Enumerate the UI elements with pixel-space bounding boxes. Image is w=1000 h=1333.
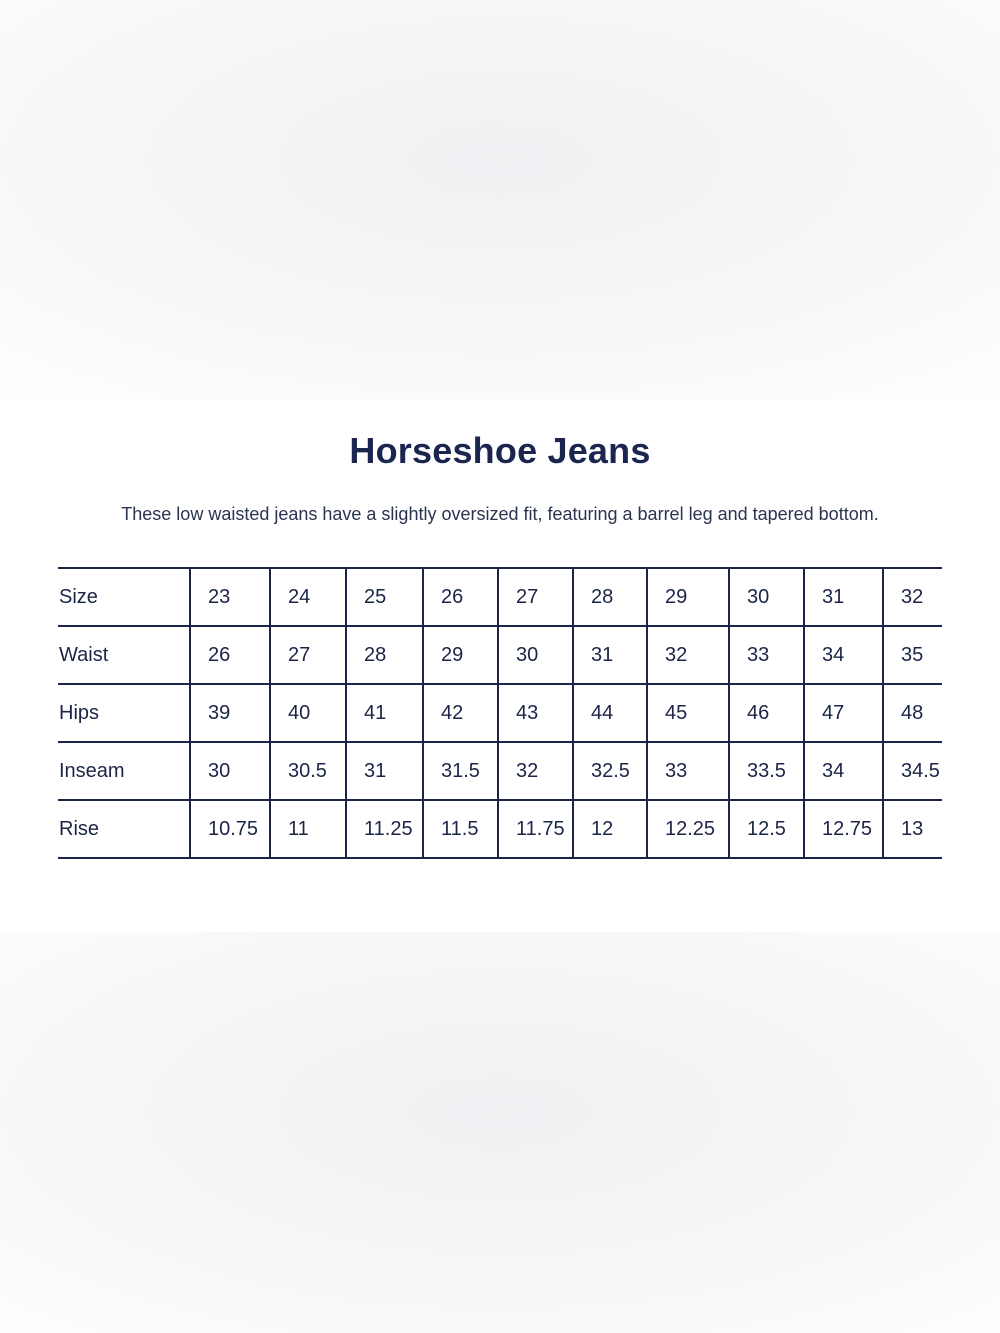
table-cell: 44 [573,684,647,742]
table-cell: 12.25 [647,800,729,858]
table-cell: 26 [190,626,270,684]
table-cell: 48 [883,684,942,742]
table-cell: 31 [346,742,423,800]
table-cell: 31 [804,568,883,626]
table-cell: 11 [270,800,346,858]
table-row-hips [58,684,942,742]
size-chart-table [58,567,942,859]
table-cell: 28 [573,568,647,626]
table-row-inseam [58,742,942,800]
table-cell: 47 [804,684,883,742]
table-cell: 34.5 [883,742,942,800]
table-cell: 32 [883,568,942,626]
table-cell: 33 [647,742,729,800]
table-cell: 29 [423,626,498,684]
table-cell: 12 [573,800,647,858]
table-row-size [58,568,942,626]
row-label: Waist [58,626,190,684]
table-cell: 11.25 [346,800,423,858]
row-label: Rise [58,800,190,858]
table-cell: 32 [498,742,573,800]
row-label: Hips [58,684,190,742]
table-cell: 30 [729,568,804,626]
table-cell: 30.5 [270,742,346,800]
table-cell: 32.5 [573,742,647,800]
row-label: Inseam [58,742,190,800]
table-cell: 24 [270,568,346,626]
background-top [0,0,1000,400]
table-cell: 33.5 [729,742,804,800]
table-cell: 40 [270,684,346,742]
table-cell: 46 [729,684,804,742]
table-row-waist [58,626,942,684]
table-cell: 10.75 [190,800,270,858]
table-cell: 26 [423,568,498,626]
table-cell: 12.5 [729,800,804,858]
table-cell: 39 [190,684,270,742]
table-cell: 34 [804,626,883,684]
table-cell: 25 [346,568,423,626]
table-cell: 30 [190,742,270,800]
table-cell: 41 [346,684,423,742]
table-cell: 31 [573,626,647,684]
table-row-rise [58,800,942,858]
table-cell: 13 [883,800,942,858]
table-cell: 27 [270,626,346,684]
table-cell: 34 [804,742,883,800]
background-bottom [0,932,1000,1333]
table-cell: 11.75 [498,800,573,858]
table-cell: 28 [346,626,423,684]
product-description: These low waisted jeans have a slightly oversized fit, featuring a barrel leg and tapered bottom. [121,504,879,524]
table-cell: 31.5 [423,742,498,800]
table-cell: 11.5 [423,800,498,858]
table-cell: 23 [190,568,270,626]
table-cell: 30 [498,626,573,684]
table-cell: 45 [647,684,729,742]
page-title: Horseshoe Jeans [349,430,651,471]
table-cell: 35 [883,626,942,684]
table-cell: 32 [647,626,729,684]
table-cell: 12.75 [804,800,883,858]
row-label: Size [58,568,190,626]
table-cell: 33 [729,626,804,684]
table-cell: 27 [498,568,573,626]
table-cell: 43 [498,684,573,742]
table-cell: 42 [423,684,498,742]
table-cell: 29 [647,568,729,626]
